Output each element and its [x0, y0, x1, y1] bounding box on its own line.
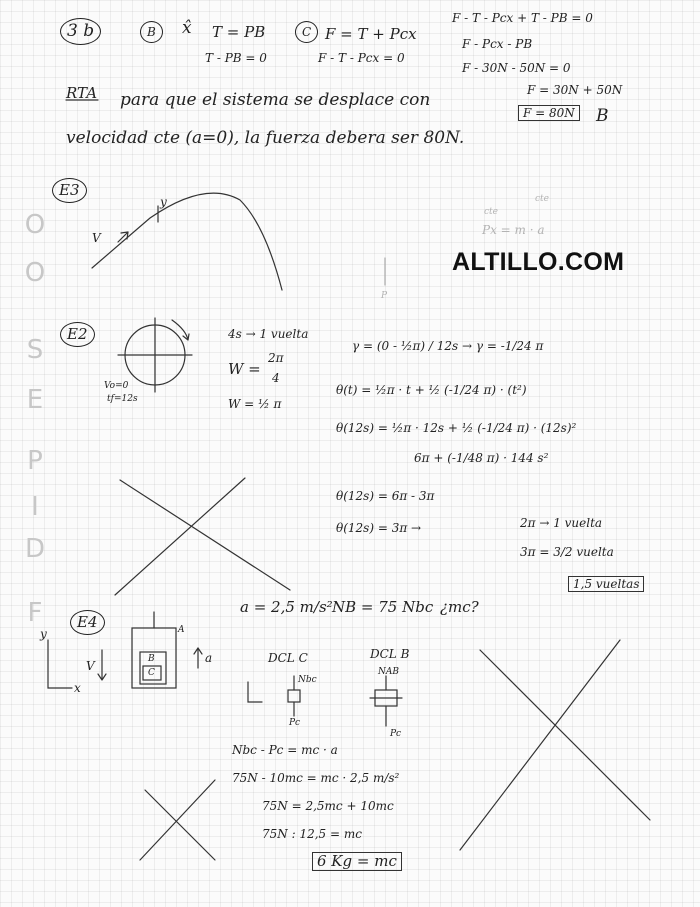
part-b-eq2: T - PB = 0: [205, 51, 267, 65]
e2-label: E2: [60, 322, 95, 347]
e2-line-3: W = ½ π: [228, 397, 282, 411]
answer-label: RTA: [66, 84, 98, 102]
e4-question: ¿mc?: [440, 598, 479, 616]
e4-nab: NAB: [378, 667, 399, 677]
sidebar-letter: S: [26, 335, 44, 365]
part-c-eq2: F - T - Pcx = 0: [318, 51, 405, 65]
sidebar-letter: O: [24, 210, 46, 240]
e4-dcl-c: DCL C: [268, 651, 308, 665]
e3-faint-2: cte: [535, 194, 549, 204]
part-c-eq1: F = T + Pcx: [325, 25, 417, 43]
calc-line-4: F = 30N + 50N: [527, 83, 623, 97]
sidebar-letter: O: [24, 258, 46, 288]
watermark: ALTILLO.COM: [452, 248, 625, 276]
e3-faint-4: P: [381, 291, 388, 301]
e4-axes: [48, 640, 72, 688]
cross-mark-3: [140, 780, 215, 860]
sidebar-letter: P: [27, 446, 43, 476]
e2-theta-3: 6π + (-1/48 π) · 144 s²: [414, 451, 549, 465]
e3-axis-y-label: y: [160, 195, 167, 209]
e4-v-label: V: [86, 659, 95, 673]
e3-faint-1: cte: [484, 207, 498, 217]
e4-box-a-label: A: [178, 625, 185, 635]
e2-vo: Vo=0: [104, 381, 129, 391]
e4-axis-y-label: y: [40, 627, 47, 641]
e2-theta-5: θ(12s) = 3π →: [336, 521, 422, 535]
e3-faint-3: Px = m · a: [482, 223, 545, 237]
part-b-axis: x̂: [182, 18, 192, 38]
e4-pc: Pc: [289, 718, 301, 728]
e4-v-arrow: [98, 650, 106, 680]
exercise-number: 3 b: [60, 18, 101, 45]
part-b-label: B: [140, 21, 163, 43]
e4-eq-2: 75N - 10mc = mc · 2,5 m/s²: [232, 771, 400, 785]
e4-eq-3: 75N = 2,5mc + 10mc: [262, 799, 394, 813]
dcl-c-axes: [248, 682, 262, 702]
e3-label: E3: [52, 178, 87, 203]
e4-label: E4: [70, 610, 105, 635]
e4-a-arrow: [194, 648, 202, 668]
e2-theta-1: θ(t) = ½π · t + ½ (-1/24 π) · (t²): [336, 383, 527, 397]
e4-result: 6 Kg = mc: [312, 852, 402, 871]
calc-result: F = 80N: [518, 105, 580, 121]
e3-v-label: V: [92, 231, 101, 245]
e4-box-b-label: B: [148, 654, 155, 664]
e2-w-den: 4: [272, 371, 280, 385]
grade-mark: B: [596, 106, 609, 126]
part-c-label: C: [295, 21, 318, 43]
e4-eq-1: Nbc - Pc = mc · a: [232, 743, 338, 757]
calc-line-1: F - T - Pcx + T - PB = 0: [452, 11, 593, 25]
dcl-c-box: [288, 690, 300, 702]
e2-rotation-arrow: [172, 320, 189, 340]
part-b-eq1: T = PB: [212, 23, 266, 41]
e4-box-c-label: C: [148, 668, 155, 678]
sidebar-letter: I: [31, 492, 39, 522]
e4-pc2: Pc: [390, 729, 402, 739]
calc-line-2: F - Pcx - PB: [462, 37, 533, 51]
calc-line-3: F - 30N - 50N = 0: [462, 61, 571, 75]
sidebar-letter: E: [26, 385, 44, 415]
e2-turns-1: 2π → 1 vuelta: [520, 516, 603, 530]
e4-dcl-b: DCL B: [370, 647, 410, 661]
e2-turns-result: 1,5 vueltas: [568, 576, 644, 592]
e4-a-given: a = 2,5 m/s²: [240, 598, 333, 616]
sidebar-letter: D: [24, 534, 46, 564]
cross-mark-1: [115, 478, 290, 595]
e2-line-1: 4s → 1 vuelta: [228, 327, 309, 341]
e2-tf: tf=12s: [107, 394, 138, 404]
e2-w-lhs: W =: [228, 360, 261, 378]
e4-n-given: NB = 75 Nbc: [332, 598, 434, 616]
e2-w-num: 2π: [268, 351, 284, 365]
e4-eq-4: 75N : 12,5 = mc: [262, 827, 362, 841]
e2-axes: [118, 318, 192, 392]
e2-turns-2: 3π = 3/2 vuelta: [520, 545, 614, 559]
e2-gamma: γ = (0 - ½π) / 12s → γ = -1/24 π: [352, 339, 544, 353]
answer-line-1: para que el sistema se desplace con: [120, 90, 431, 110]
e4-nbc: Nbc: [298, 675, 317, 685]
answer-line-2: velocidad cte (a=0), la fuerza debera ser 80N.: [66, 128, 465, 148]
e3-trajectory: [92, 193, 282, 290]
sidebar-letter: F: [27, 598, 43, 628]
e4-a-arrow-label: a: [205, 651, 213, 665]
e4-axis-x-label: x: [74, 681, 81, 695]
e2-theta-2: θ(12s) = ½π · 12s + ½ (-1/24 π) · (12s)²: [336, 421, 577, 435]
e2-theta-4: θ(12s) = 6π - 3π: [336, 489, 435, 503]
cross-mark-2: [460, 640, 650, 850]
